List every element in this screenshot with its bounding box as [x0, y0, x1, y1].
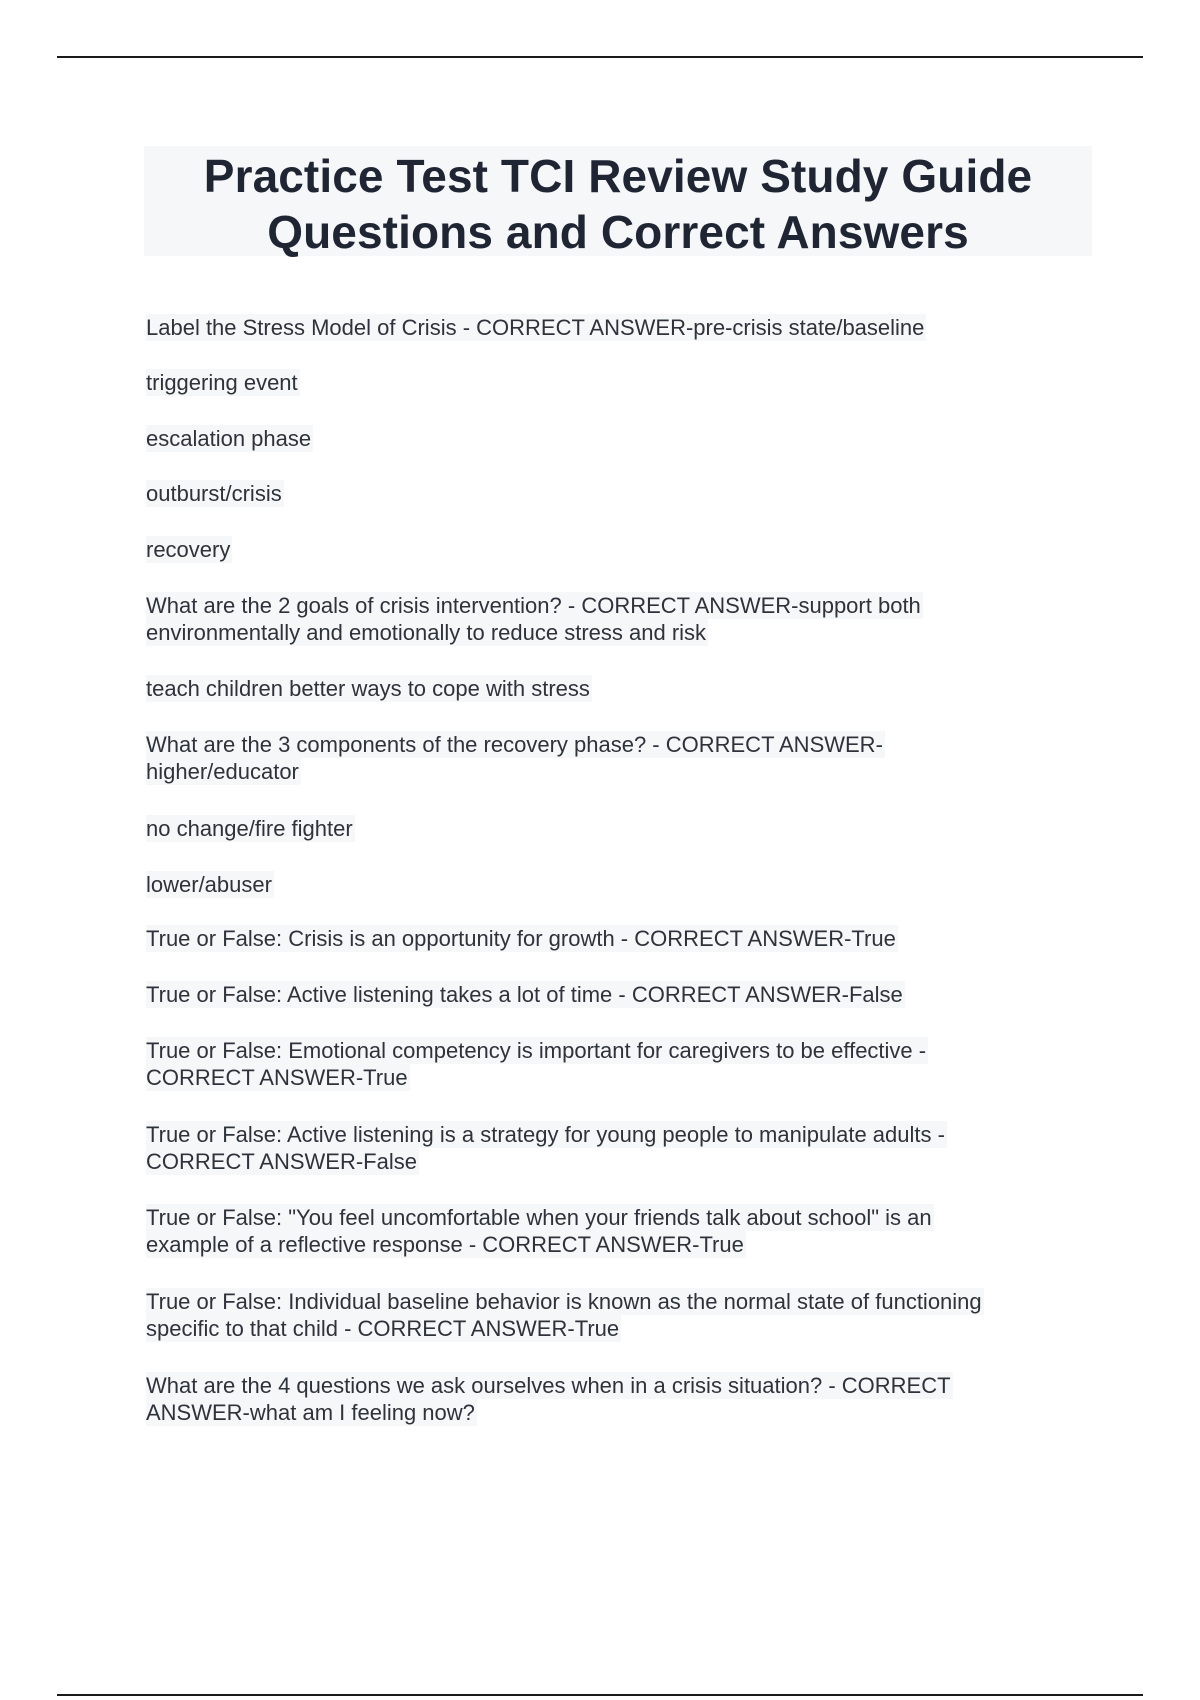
- title-line-1: Practice Test TCI Review Study Guide: [203, 150, 1033, 202]
- bottom-rule: [57, 1694, 1143, 1696]
- document-title: [144, 146, 1092, 256]
- top-rule: [57, 56, 1143, 58]
- text-line: CORRECT ANSWER-True: [146, 1065, 408, 1090]
- paragraph: [146, 1121, 947, 1175]
- paragraph: [146, 592, 923, 646]
- text-line: True or False: Active listening takes a lot of time - CORRECT ANSWER-False: [146, 982, 903, 1007]
- paragraph: [146, 1372, 953, 1426]
- text-line: outburst/crisis: [146, 481, 282, 506]
- paragraph: [146, 1037, 928, 1091]
- text-line: specific to that child - CORRECT ANSWER-True: [146, 1316, 620, 1341]
- text-line: environmentally and emotionally to reduce stress and risk: [146, 620, 707, 645]
- title-line-2: Questions and Correct Answers: [267, 206, 969, 258]
- text-line: Label the Stress Model of Crisis - CORRECT ANSWER-pre-crisis state/baseline: [146, 315, 925, 340]
- text-line: True or False: Individual baseline behavior is known as the normal state of functioning: [146, 1289, 982, 1314]
- paragraph: [146, 425, 313, 452]
- text-line: True or False: Crisis is an opportunity for growth - CORRECT ANSWER-True: [146, 926, 896, 951]
- text-line: CORRECT ANSWER-False: [146, 1149, 417, 1174]
- text-line: True or False: Active listening is a strategy for young people to manipulate adults -: [146, 1122, 945, 1147]
- paragraph: [146, 1288, 984, 1342]
- text-line: What are the 2 goals of crisis intervention? - CORRECT ANSWER-support both: [146, 593, 921, 618]
- paragraph: [146, 314, 926, 341]
- paragraph: [146, 369, 300, 396]
- text-line: lower/abuser: [146, 872, 272, 897]
- paragraph: [146, 871, 274, 898]
- text-line: example of a reflective response - CORRECT ANSWER-True: [146, 1232, 744, 1257]
- paragraph: [146, 731, 885, 785]
- text-line: higher/educator: [146, 759, 299, 784]
- text-line: What are the 3 components of the recovery phase? - CORRECT ANSWER-: [146, 732, 883, 757]
- text-line: recovery: [146, 537, 231, 562]
- paragraph: [146, 1204, 934, 1258]
- text-line: ANSWER-what am I feeling now?: [146, 1400, 475, 1425]
- paragraph: [146, 925, 898, 952]
- paragraph: [146, 981, 905, 1008]
- paragraph: [146, 675, 592, 702]
- text-line: teach children better ways to cope with stress: [146, 676, 590, 701]
- text-line: escalation phase: [146, 426, 312, 451]
- text-line: no change/fire fighter: [146, 816, 353, 841]
- text-line: What are the 4 questions we ask ourselves when in a crisis situation? - CORRECT: [146, 1373, 951, 1398]
- paragraph: [146, 480, 284, 507]
- text-line: True or False: "You feel uncomfortable when your friends talk about school" is an: [146, 1205, 932, 1230]
- paragraph: [146, 536, 232, 563]
- text-line: True or False: Emotional competency is important for caregivers to be effective -: [146, 1038, 927, 1063]
- paragraph: [146, 815, 355, 842]
- text-line: triggering event: [146, 370, 298, 395]
